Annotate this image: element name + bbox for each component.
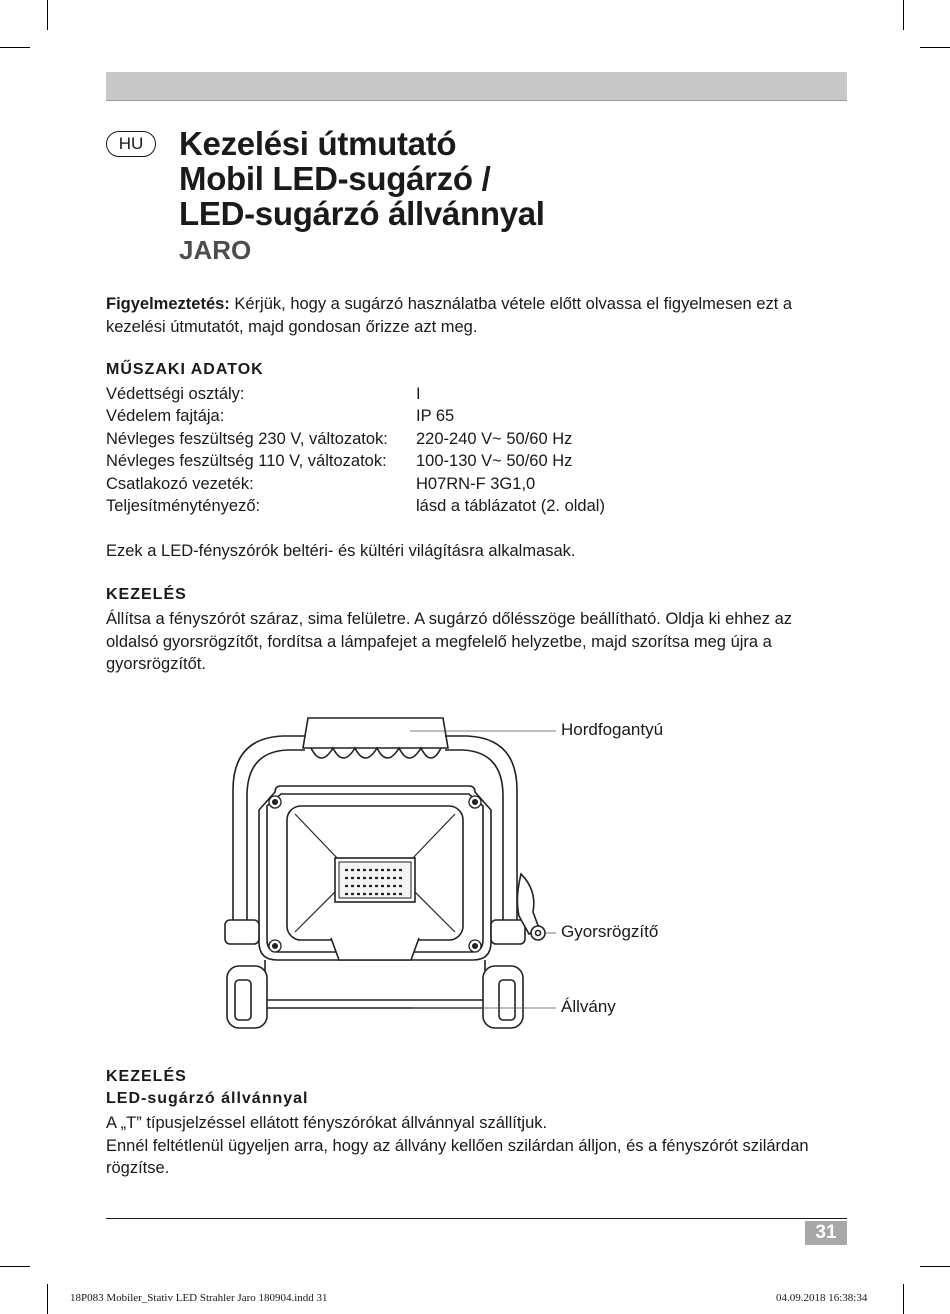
spec-label: Védettségi osztály: xyxy=(106,385,245,403)
crop-mark xyxy=(47,1284,48,1314)
spec-label: Névleges feszültség 230 V, változatok: xyxy=(106,430,388,448)
crop-mark xyxy=(903,0,904,30)
callout-quick-lock: Gyorsrögzítő xyxy=(561,922,659,941)
print-timestamp: 04.09.2018 16:38:34 xyxy=(776,1292,868,1304)
title-line: Kezelési útmutató xyxy=(179,125,457,162)
crop-mark xyxy=(920,1266,950,1267)
operation-heading-2: KEZELÉS xyxy=(106,1068,187,1085)
title-line: Mobil LED-sugárzó / xyxy=(179,160,491,197)
spec-row xyxy=(106,473,536,496)
spec-value: IP 65 xyxy=(416,407,455,425)
spec-value: 100-130 V~ 50/60 Hz xyxy=(416,452,573,470)
text-line: oldalsó gyorsrögzítőt, fordítsa a lámpafejet a megfelelő helyzetbe, majd szorítsa meg újra a xyxy=(106,632,772,651)
stand xyxy=(227,960,523,1028)
footer-rule xyxy=(106,1218,847,1219)
language-badge: HU xyxy=(106,131,156,157)
print-slug: 18P083 Mobiler_Stativ LED Strahler Jaro 180904.indd 31 xyxy=(70,1292,328,1304)
specs-heading: MŰSZAKI ADATOK xyxy=(106,361,264,378)
operation-subheading: LED-sugárzó állvánnyal xyxy=(106,1090,309,1107)
spec-label: Teljesítménytényező: xyxy=(106,497,261,515)
text-line: Állítsa a fényszórót száraz, sima felületre. A sugárzó dőlésszöge beállítható. Oldja ki ehhez az xyxy=(106,610,793,628)
warning-text: Kérjük, hogy a sugárzó használatba vétele előtt olvassa el figyelmesen ezt a xyxy=(229,295,793,313)
carry-handle xyxy=(303,718,448,758)
callout-stand: Állvány xyxy=(561,997,616,1016)
warning-label: Figyelmeztetés: xyxy=(106,295,230,313)
spec-row xyxy=(106,383,421,406)
spec-value: H07RN-F 3G1,0 xyxy=(416,475,536,493)
spec-label: Védelem fajtája: xyxy=(106,407,225,425)
pivot-mount xyxy=(225,920,259,944)
text-line: gyorsrögzítőt. xyxy=(106,655,206,673)
model-name: JARO xyxy=(179,235,252,265)
spec-row xyxy=(106,495,605,518)
pivot-mount xyxy=(491,920,525,944)
operation-heading: KEZELÉS xyxy=(106,586,187,603)
text-line: rögzítse. xyxy=(106,1159,170,1177)
crop-mark xyxy=(920,47,950,48)
led-panel xyxy=(335,858,415,902)
spec-label: Névleges feszültség 110 V, változatok: xyxy=(106,452,387,470)
text-line: A „T” típusjelzéssel ellátott fényszórókat állvánnyal szállítjuk. xyxy=(106,1114,548,1132)
crop-mark xyxy=(47,0,48,30)
usage-note: Ezek a LED-fényszórók beltéri- és kültéri világításra alkalmasak. xyxy=(106,542,576,560)
warning-text: kezelési útmutatót, majd gondosan őrizze azt meg. xyxy=(106,317,478,336)
header-bar xyxy=(106,72,847,101)
spec-row xyxy=(106,428,573,451)
operation-paragraph xyxy=(106,608,851,676)
warning-paragraph xyxy=(106,293,851,338)
page-number: 31 xyxy=(805,1221,847,1245)
spec-label: Csatlakozó vezeték: xyxy=(106,475,254,493)
spec-value: I xyxy=(416,385,421,403)
spec-row xyxy=(106,405,455,428)
spec-row xyxy=(106,450,573,473)
crop-mark xyxy=(903,1284,904,1314)
operation-paragraph-2 xyxy=(106,1112,851,1180)
title-line: LED-sugárzó állvánnyal xyxy=(179,195,545,232)
spec-value: 220-240 V~ 50/60 Hz xyxy=(416,430,573,448)
text-line: Ennél feltétlenül ügyeljen arra, hogy az állvány kellően szilárdan álljon, és a fényszórót szilárdan xyxy=(106,1136,809,1155)
spec-value: lásd a táblázatot (2. oldal) xyxy=(416,497,605,515)
page-title xyxy=(179,126,545,231)
crop-mark xyxy=(0,1266,30,1267)
crop-mark xyxy=(0,47,30,48)
callout-handle: Hordfogantyú xyxy=(561,720,664,739)
floodlight-diagram xyxy=(215,710,565,1030)
